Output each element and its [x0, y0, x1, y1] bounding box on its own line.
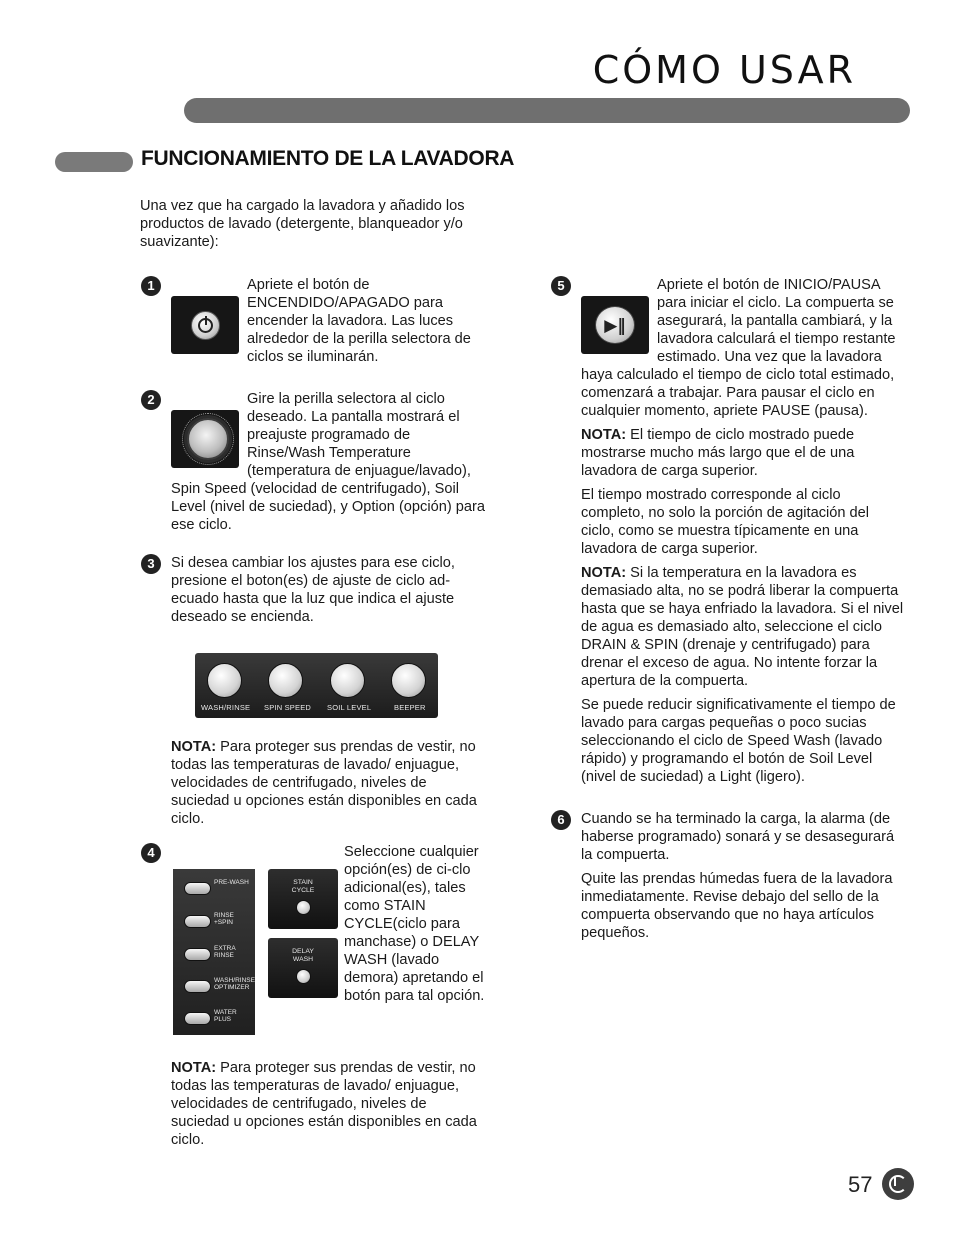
lg-logo-icon	[882, 1168, 914, 1200]
note-step-5-time: NOTA: El tiempo de ciclo mostrado puede mostrarse mucho más largo que el de una lavadora de carga superior.	[581, 427, 855, 479]
intro-paragraph: Una vez que ha cargado la lavadora y añadido los productos de lavado (detergente, blanqueador y/o suavizante):	[140, 198, 465, 250]
step-number-5: 5	[551, 276, 571, 296]
soil-level-button	[330, 663, 365, 698]
stain-cycle-button	[296, 900, 311, 915]
option-pre-wash: PRE-WASH	[181, 878, 253, 898]
page-header-title: CÓMO USAR	[592, 48, 856, 92]
wash-rinse-label: WASH/RINSE	[201, 703, 251, 712]
section-pill	[55, 152, 133, 172]
note-step-3	[171, 738, 481, 828]
step-3-text: Si desea cambiar los ajustes para ese ciclo, presione el boton(es) de ajuste de ciclo ad-ecuado hasta que la luz que indica el ajuste deseado se encienda.	[171, 555, 455, 625]
step-1-text: Apriete el botón de ENCENDIDO/APAGADO para encender la lavadora. Las luces alrededor de la perilla selectora de ciclos se iluminarán.	[247, 277, 471, 365]
step-number-6: 6	[551, 810, 571, 830]
page-number: 57	[848, 1172, 873, 1197]
soil-level-label: SOIL LEVEL	[327, 703, 372, 712]
beeper-button	[391, 663, 426, 698]
note-label: NOTA:	[171, 739, 217, 755]
stain-cycle-panel	[268, 869, 338, 929]
cycle-knob-icon	[187, 418, 229, 460]
option-rinse-spin: RINSE +SPIN	[181, 911, 253, 931]
cycle-knob-image	[171, 410, 239, 468]
power-button-image	[171, 296, 239, 354]
step-4-text: Seleccione cualquier opción(es) de ci-clo adicional(es), tales como STAIN CYCLE(ciclo para manchase) o DELAY WASH (lavado demora) apretando el botón para tal opción.	[344, 844, 485, 1004]
step-6	[551, 810, 906, 942]
delay-wash-label: DELAY WASH	[292, 948, 314, 963]
step-5	[551, 276, 906, 786]
wash-rinse-button	[207, 663, 242, 698]
note-text: Para proteger sus prendas de vestir, no todas las temperaturas de lavado/ enjuague, velocidades de centrifugado, niveles de suciedad u opciones están disponibles en cada ciclo.	[171, 739, 477, 827]
note-step-4	[171, 1059, 481, 1149]
spin-speed-label: SPIN SPEED	[264, 703, 312, 712]
options-panel	[173, 869, 255, 1035]
delay-wash-panel	[268, 938, 338, 998]
step-2-text: Gire la perilla selectora al ciclo deseado. La pantalla mostrará el preajuste programado de Rinse/Wash Temperature (temperatura de enjuague/lavado), Spin Speed (velocidad de centrifugado), Soil Level (nivel de suciedad), y Option (opción) para ese ciclo.	[171, 391, 485, 533]
section-title: FUNCIONAMIENTO DE LA LAVADORA	[141, 147, 515, 170]
step-5-text: Apriete el botón de INICIO/PAUSA para iniciar el ciclo. La compuerta se asegurará, la pantalla cambiará, y la lavadora calculará el tiempo restante estimado. Una vez que la lavadora haya calculado el tiempo de ciclo total estimado, comenzará a trabajar. Para pausar el ciclo en cualquier momento, apriete PAUSE (pausa).	[581, 277, 896, 419]
remove-clothes-text: Quite las prendas húmedas fuera de la lavadora inmediatamente. Revise debajo del sello de la compuerta observando que no haya artículos pequeños.	[581, 871, 893, 941]
step-number-1: 1	[141, 276, 161, 296]
header-bar	[184, 98, 910, 123]
stain-cycle-label: STAIN CYCLE	[291, 879, 315, 894]
beeper-label: BEEPER	[394, 703, 426, 712]
step-number-4: 4	[141, 843, 161, 863]
step-1	[141, 276, 486, 370]
step-3	[141, 554, 486, 626]
option-water-plus: WATER PLUS	[181, 1008, 253, 1028]
left-column	[141, 276, 486, 630]
cycle-settings-panel	[195, 653, 438, 718]
delay-wash-button	[296, 969, 311, 984]
step-6-text: Cuando se ha terminado la carga, la alarma (de haberse programado) sonará y se desasegurará la compuerta.	[581, 811, 895, 863]
time-explanation: El tiempo mostrado corresponde al ciclo completo, no solo la porción de agitación del ciclo, como se muestra típicamente en una lavadora de carga superior.	[581, 487, 870, 557]
option-wash-rinse-optimizer: WASH/RINSE OPTIMIZER	[181, 976, 253, 996]
right-column	[551, 276, 906, 946]
option-extra-rinse: EXTRA RINSE	[181, 944, 253, 964]
note-label: NOTA:	[171, 1060, 217, 1076]
note-step-5-temperature: NOTA: Si la temperatura en la lavadora es demasiado alta, no se podrá liberar la compuerta hasta que se haya enfriado la lavadora. Si el nivel de agua es demasiado alto, seleccione el ciclo DRAIN & SPIN (drenaje y centrifugado) para drenar el exceso de agua. No intente forzar la apertura de la compuerta.	[581, 565, 904, 689]
start-pause-icon: ▶‖	[595, 306, 635, 344]
step-number-2: 2	[141, 390, 161, 410]
spin-speed-button	[268, 663, 303, 698]
note-text: Para proteger sus prendas de vestir, no todas las temperaturas de lavado/ enjuague, velocidades de centrifugado, niveles de suciedad u opciones están disponibles en cada ciclo.	[171, 1060, 477, 1148]
start-pause-button-image	[581, 296, 649, 354]
step-2	[141, 390, 486, 540]
speed-wash-tip: Se puede reducir significativamente el tiempo de lavado para cargas pequeñas o poco sucias seleccionando el ciclo de Speed Wash (lavado rápido) y programando el botón de Soil Level (nivel de suciedad) a Light (ligero).	[581, 697, 896, 785]
step-number-3: 3	[141, 554, 161, 574]
power-icon	[191, 311, 220, 340]
